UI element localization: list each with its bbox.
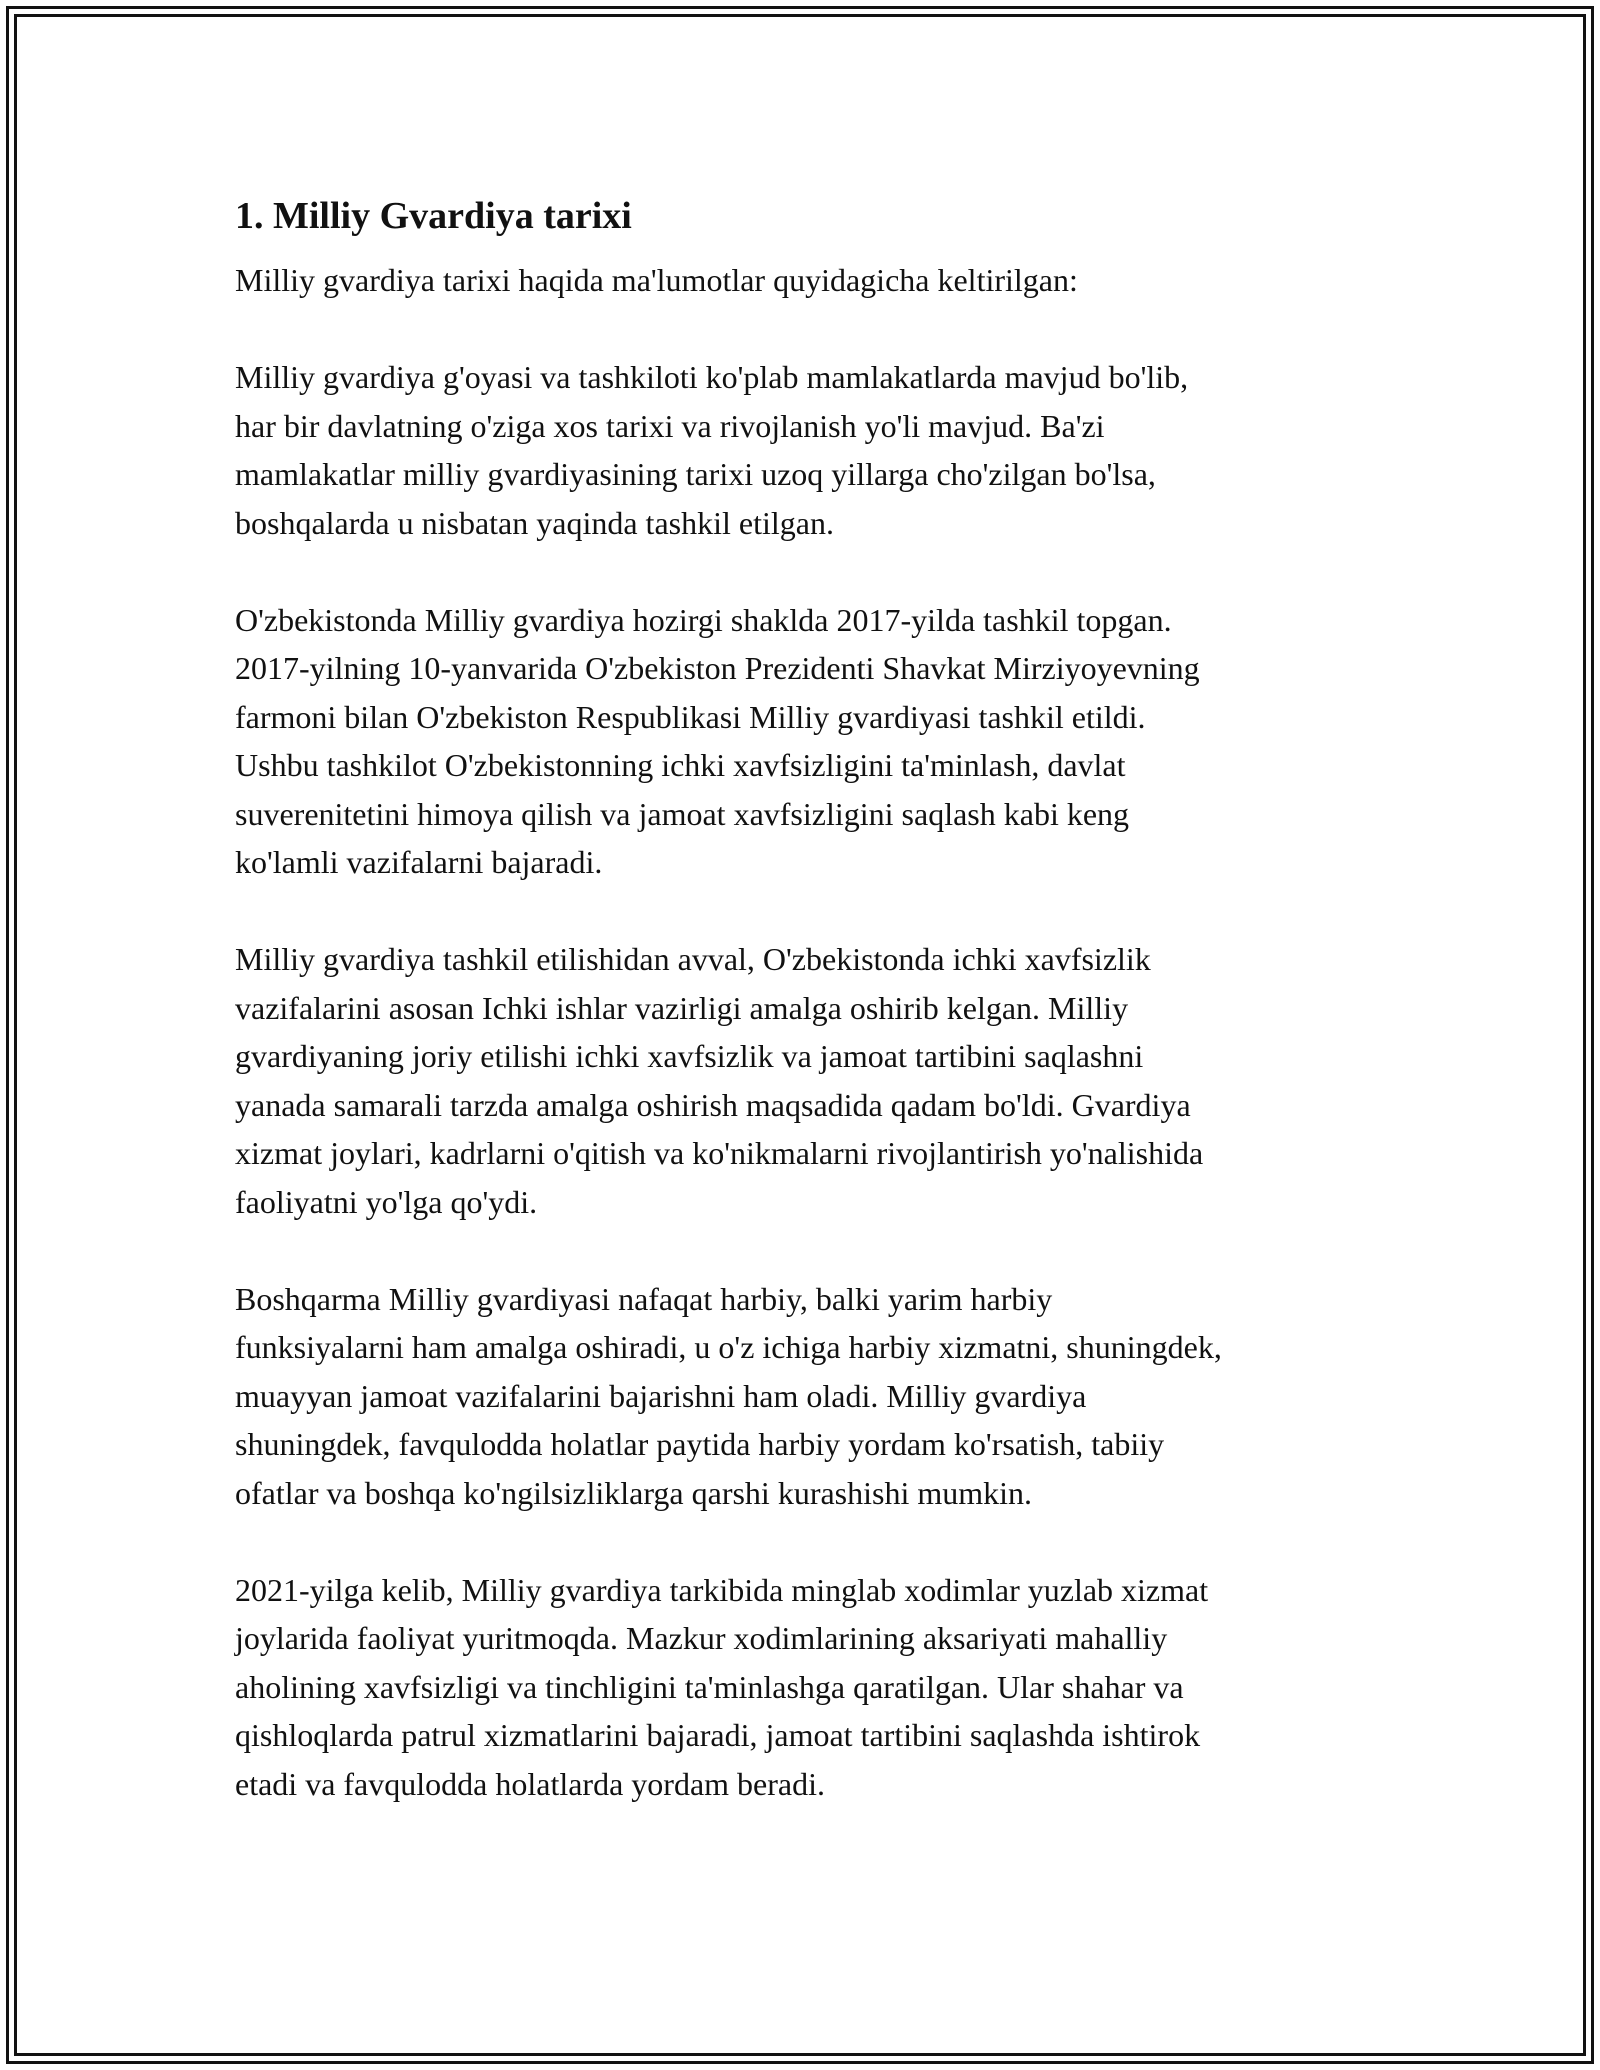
paragraph-2: O'zbekistonda Milliy gvardiya hozirgi shaklda 2017-yilda tashkil topgan. 2017-yilning 10-yanvarida O'zbekiston Prezidenti Shavkat Mirziyoyevning farmoni bilan O'zbekiston Respublikasi Milliy gvardiyasi tashkil etildi. Ushbu tashkilot O'zbekistonning ichki xavfsizligini ta'minlash, davlat suverenitetini himoya qilish va jamoat xavfsizligini saqlash kabi keng ko'lamli vazifalarni bajaradi.	[235, 601, 1200, 880]
paragraph-1: Milliy gvardiya g'oyasi va tashkiloti ko'plab mamlakatlarda mavjud bo'lib, har bir davlatning o'ziga xos tarixi va rivojlanish yo'li mavjud. Ba'zi mamlakatlar milliy gvardiyasining tarixi uzoq yillarga cho'zilgan bo'lsa, boshqalarda u nisbatan yaqinda tashkil etilgan.	[235, 359, 1189, 541]
paragraph-5: 2021-yilga kelib, Milliy gvardiya tarkibida minglab xodimlar yuzlab xizmat joylarida faoliyat yuritmoqda. Mazkur xodimlarining aksariyati mahalliy aholining xavfsizligi va tinchligini ta'minlashga qaratilgan. Ular shahar va qishloqlarda patrul xizmatlarini bajaradi, jamoat tartibini saqlashda ishtirok etadi va favqulodda holatlarda yordam beradi.	[235, 1571, 1209, 1802]
section-heading: 1. Milliy Gvardiya tarixi	[235, 195, 632, 237]
document-body	[235, 188, 1385, 1808]
intro-paragraph: Milliy gvardiya tarixi haqida ma'lumotlar quyidagicha keltirilgan:	[235, 262, 1078, 298]
paragraph-3: Milliy gvardiya tashkil etilishidan avval, O'zbekistonda ichki xavfsizlik vazifalarini asosan Ichki ishlar vazirligi amalga oshirib kelgan. Milliy gvardiyaning joriy etilishi ichki xavfsizlik va jamoat tartibini saqlashni yanada samarali tarzda amalga oshirish maqsadida qadam bo'ldi. Gvardiya xizmat joylari, kadrlarni o'qitish va ko'nikmalarni rivojlantirish yo'nalishida faoliyatni yo'lga qo'ydi.	[235, 941, 1204, 1220]
paragraph-4: Boshqarma Milliy gvardiyasi nafaqat harbiy, balki yarim harbiy funksiyalarni ham amalga oshiradi, u o'z ichiga harbiy xizmatni, shuningdek, muayyan jamoat vazifalarini bajarishni ham oladi. Milliy gvardiya shuningdek, favqulodda holatlar paytida harbiy yordam ko'rsatish, tabiiy ofatlar va boshqa ko'ngilsizliklarga qarshi kurashishi mumkin.	[235, 1280, 1222, 1511]
